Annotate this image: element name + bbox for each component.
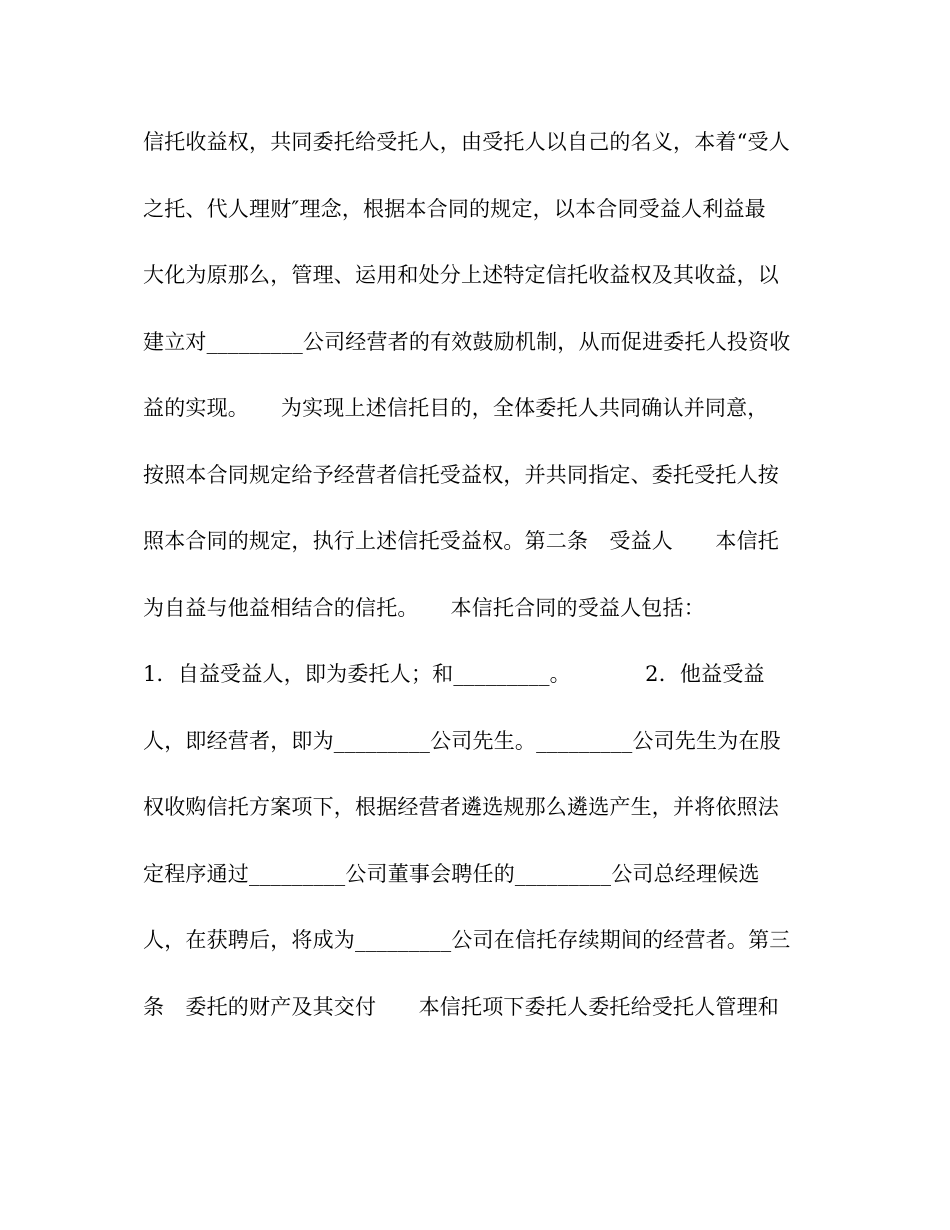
- text-line-6: 按照本合同规定给予经营者信托受益权，并共同指定、委托受托人按: [143, 462, 779, 487]
- text-line-7: 照本合同的规定，执行上述信托受益权。第二条 受益人 本信托: [143, 529, 779, 553]
- text-line-9: 1．自益受益人，即为委托人；和_________。 2．他益受益: [143, 662, 765, 686]
- document-body: [143, 122, 843, 1053]
- text-line-1: 信托收益权，共同委托给受托人，由受托人以自己的名义，本着“受人: [143, 130, 790, 154]
- text-line-5: 益的实现。 为实现上述信托目的，全体委托人共同确认并同意，: [143, 396, 769, 420]
- text-line-10: 人，即经营者，即为_________公司先生。_________公司先生为在股: [143, 728, 781, 753]
- text-line-2: 之托、代人理财″理念，根据本合同的规定，以本合同受益人利益最: [143, 196, 766, 221]
- text-line-8: 为自益与他益相结合的信托。 本信托合同的受益人包括：: [143, 595, 705, 620]
- text-line-12: 定程序通过_________公司董事会聘任的_________公司总经理候选: [143, 861, 760, 886]
- text-line-13: 人，在获聘后，将成为_________公司在信托存续期间的经营者。第三: [143, 928, 791, 952]
- text-line-11: 权收购信托方案项下，根据经营者遴选规那么遴选产生，并将依照法: [143, 795, 779, 819]
- text-line-4: 建立对_________公司经营者的有效鼓励机制，从而促进委托人投资收: [143, 329, 791, 354]
- text-line-14: 条 委托的财产及其交付 本信托项下委托人委托给受托人管理和: [143, 994, 779, 1019]
- text-line-3: 大化为原那么，管理、运用和处分上述特定信托收益权及其收益，以: [143, 263, 779, 287]
